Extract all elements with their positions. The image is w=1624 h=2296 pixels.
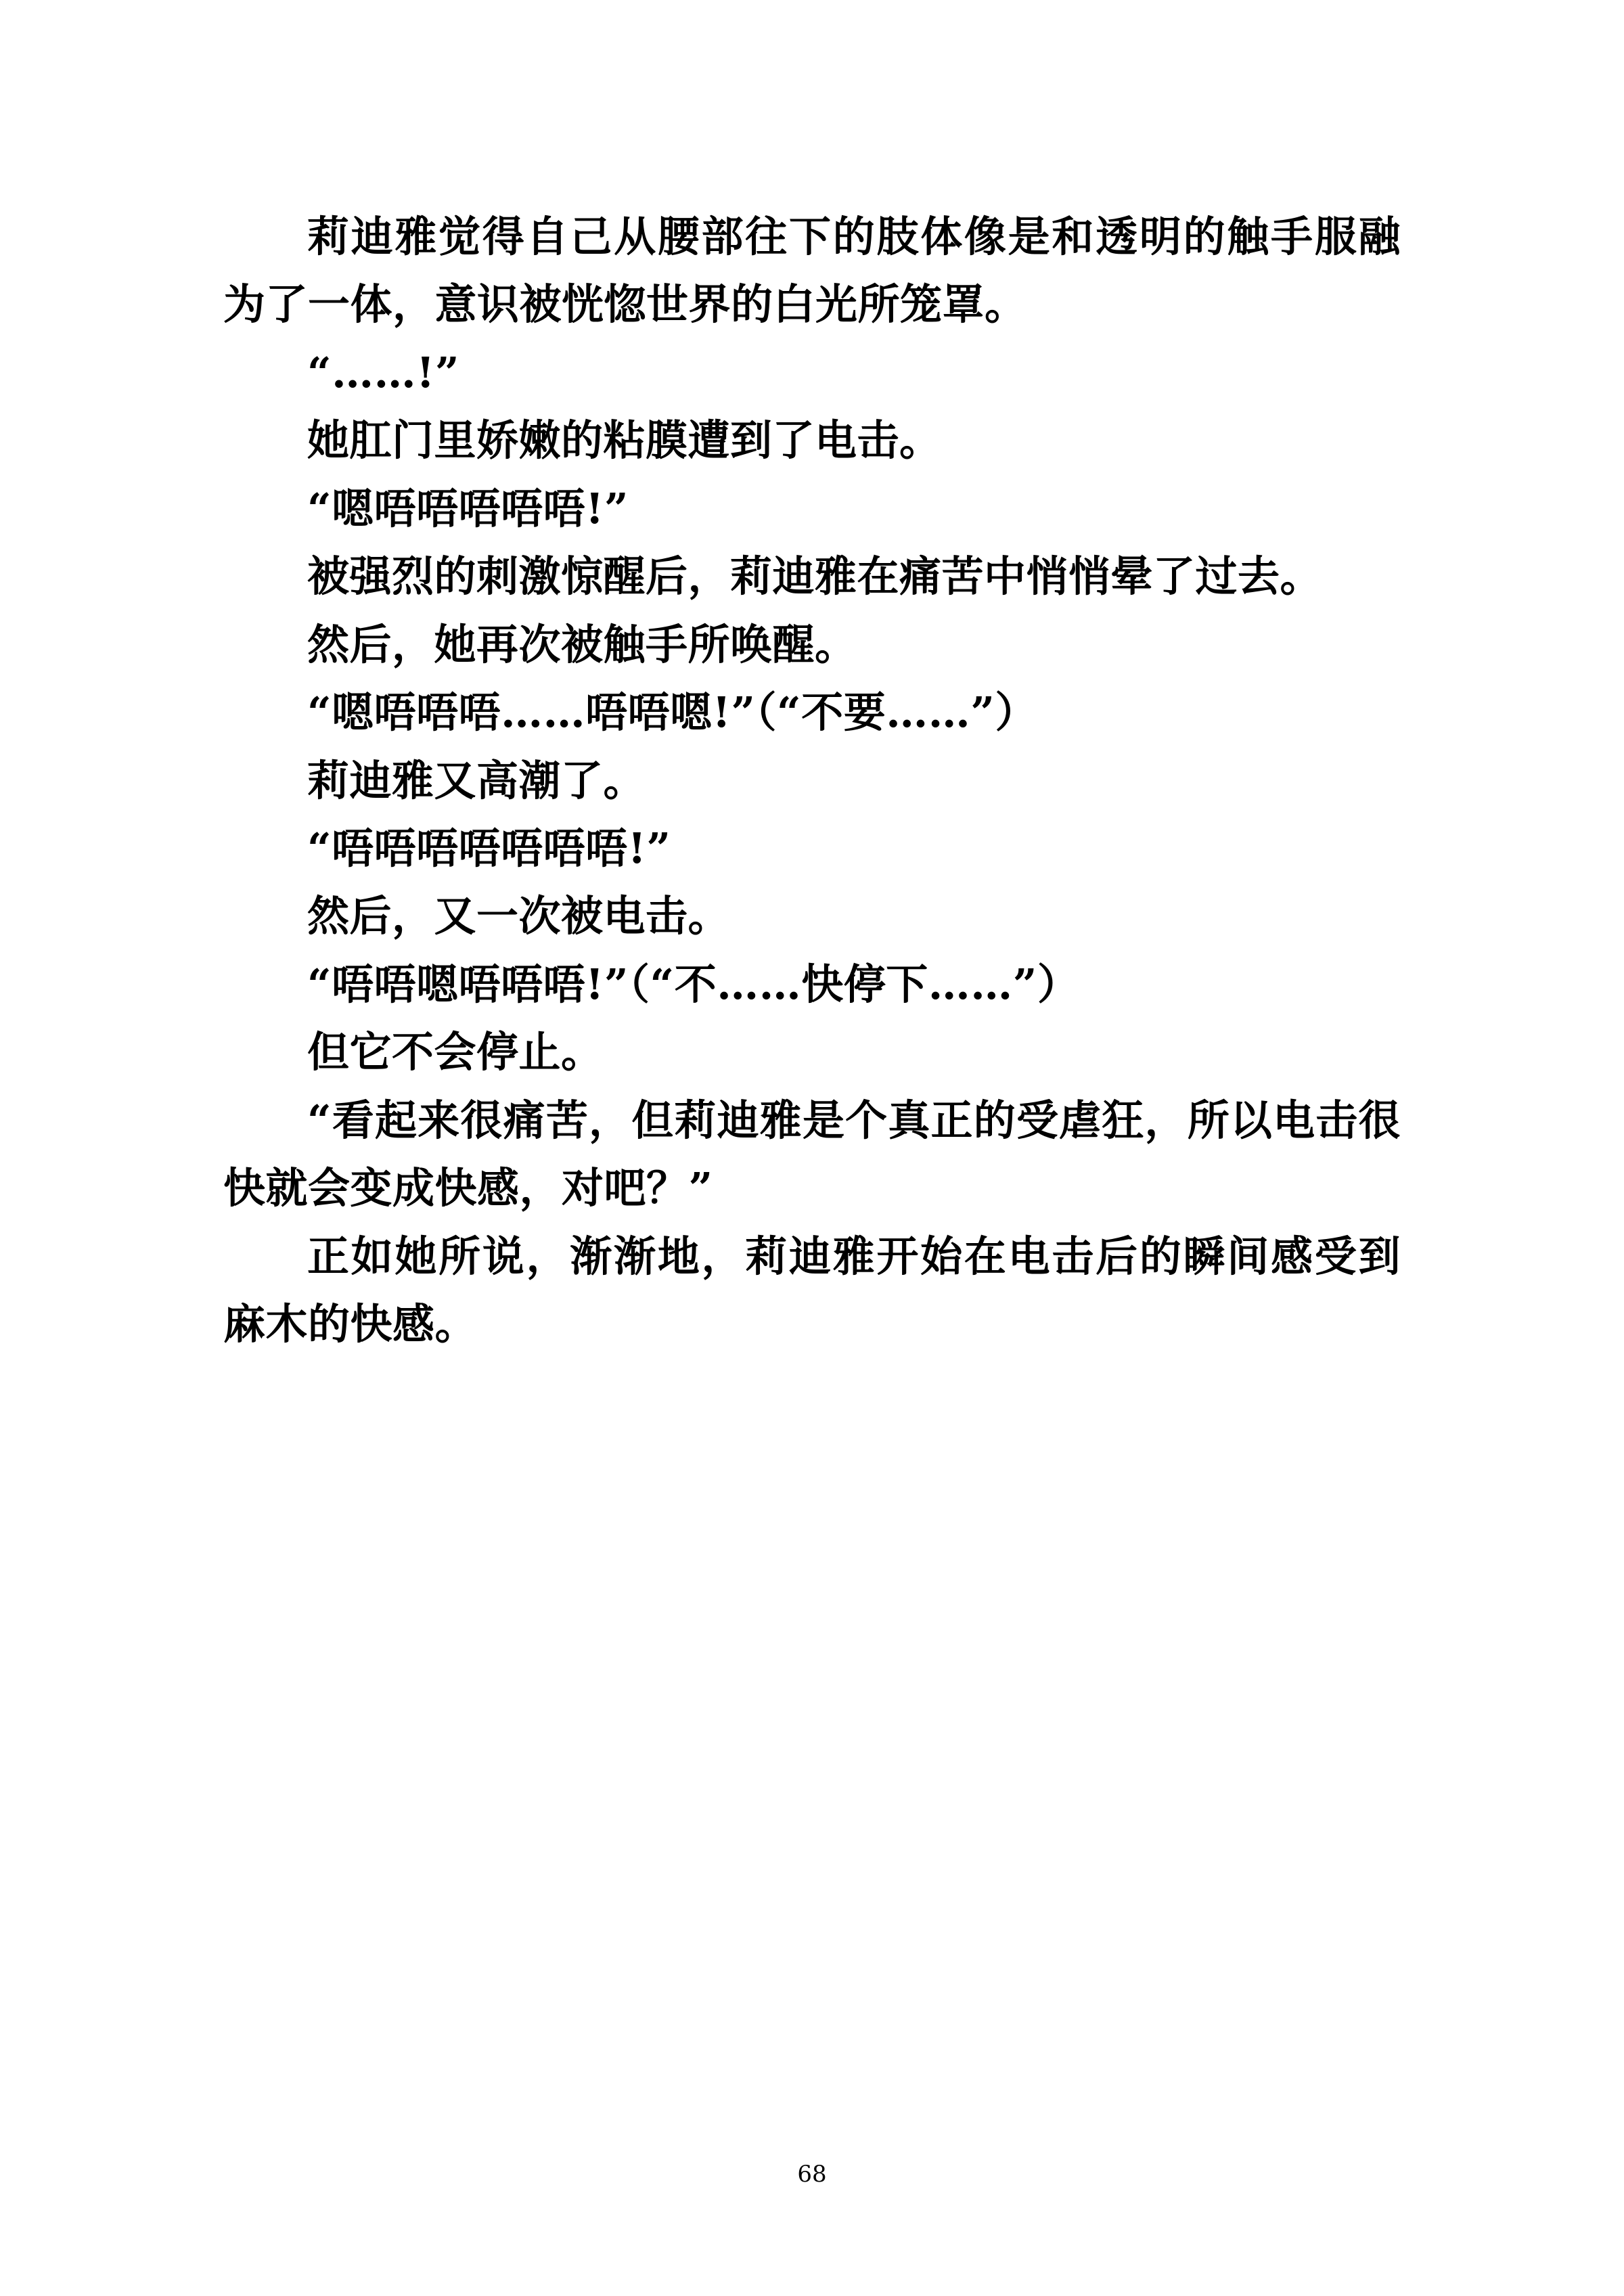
paragraph: 然后，又一次被电击。	[307, 891, 731, 941]
paragraph: “唔唔嗯唔唔唔!”（“不……快停下……”）	[307, 959, 1080, 1009]
page-body	[223, 203, 1401, 1358]
paragraph: “唔唔唔唔唔唔唔!”	[307, 823, 671, 873]
paragraph: 她肛门里娇嫩的粘膜遭到了电击。	[307, 415, 942, 466]
paragraph: “看起来很痛苦，但莉迪雅是个真正的受虐狂，所以电击很快就会变成快感，对吧？”	[223, 1095, 1401, 1213]
paragraph: 但它不会停止。	[307, 1027, 604, 1077]
paragraph: 正如她所说，渐渐地，莉迪雅开始在电击后的瞬间感受到麻木的快感。	[223, 1231, 1401, 1349]
paragraph: 莉迪雅觉得自己从腰部往下的肢体像是和透明的触手服融为了一体，意识被恍惚世界的白光所笼罩。	[223, 212, 1401, 330]
paragraph: 然后，她再次被触手所唤醒。	[307, 619, 857, 669]
page-number: 68	[797, 2161, 827, 2188]
paragraph: “嗯唔唔唔……唔唔嗯!”（“不要……”）	[307, 688, 1037, 738]
paragraph: “嗯唔唔唔唔唔!”	[307, 483, 629, 533]
paragraph: 莉迪雅又高潮了。	[307, 755, 646, 805]
paragraph: 被强烈的刺激惊醒后，莉迪雅在痛苦中悄悄晕了过去。	[307, 552, 1323, 602]
paragraph: “……!”	[307, 347, 460, 397]
